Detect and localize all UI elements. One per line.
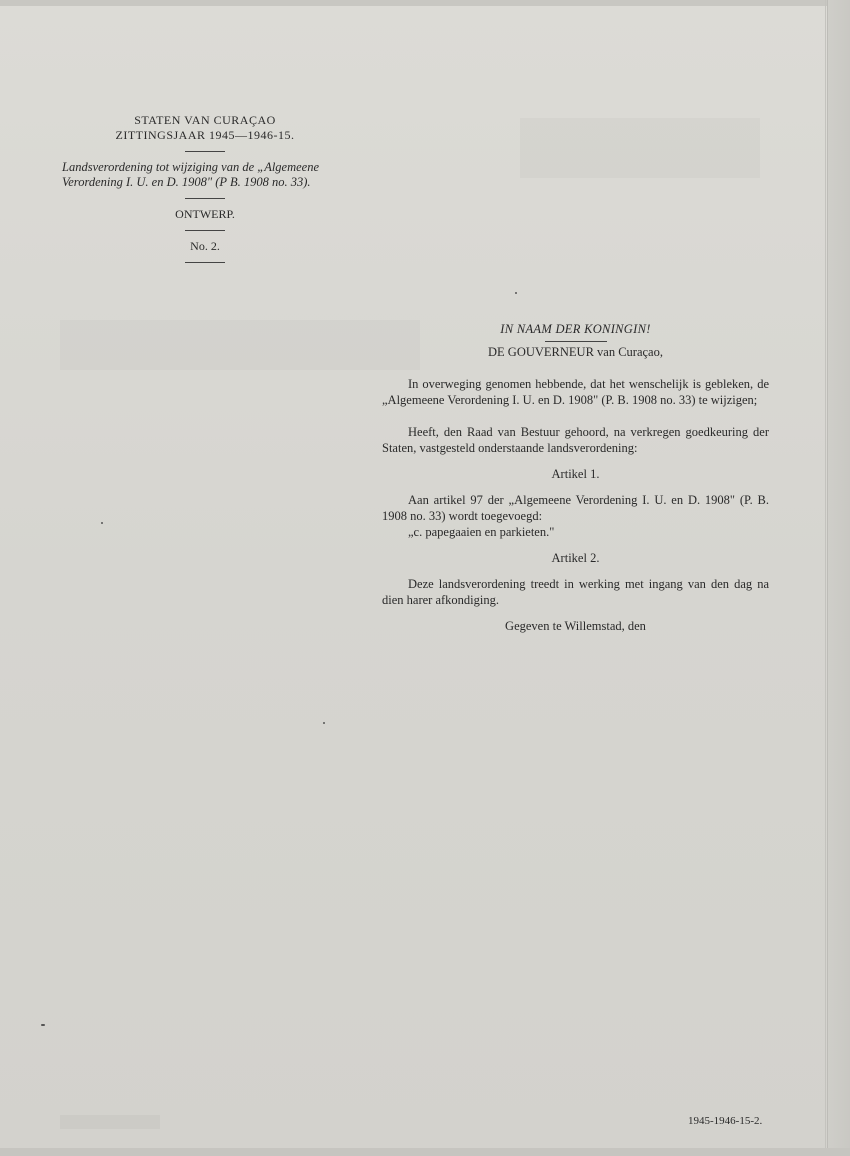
artikel-1-heading: Artikel 1. [551, 467, 600, 481]
in-naam-heading: IN NAAM DER KONINGIN! [500, 322, 651, 336]
footer-document-number: 1945-1946-15-2. [688, 1115, 763, 1127]
paragraph-raad: Heeft, den Raad van Bestuur gehoord, na verkregen goedkeuring der Staten, vastgesteld onderstaande landsverordening: [382, 425, 769, 455]
artikel-item: „c. papegaaien en parkieten." [408, 525, 555, 539]
divider [545, 341, 607, 342]
paragraph-overweging: In overweging genomen hebbende, dat het wenschelijk is gebleken, de „Algemeene Verordening I. U. en D. 1908" (P. B. 1908 no. 33) te wijzigen; [382, 377, 769, 407]
ontwerp-label: ONTWERP. [175, 207, 235, 221]
page-bottom-edge [0, 1148, 850, 1156]
divider [185, 198, 225, 199]
document-header-block [60, 113, 350, 271]
page-right-edge [827, 0, 850, 1156]
gegeven-line: Gegeven te Willemstad, den [505, 619, 646, 633]
header-line-1: STATEN VAN CURAÇAO [134, 113, 276, 127]
paragraph-artikel-97: Aan artikel 97 der „Algemeene Verordening I. U. en D. 1908" (P. B. 1908 no. 33) wordt toegevoegd: [382, 493, 769, 523]
document-body [382, 321, 769, 634]
divider [185, 151, 225, 152]
document-number: No. 2. [190, 239, 220, 253]
show-through-mark [520, 118, 760, 178]
page-top-edge [0, 0, 850, 6]
divider [185, 262, 225, 263]
paragraph-inwerkingtreding: Deze landsverordening treedt in werking met ingang van den dag na dien harer afkondiging. [382, 577, 769, 607]
page-fold-line [825, 0, 826, 1156]
gouverneur-line: DE GOUVERNEUR van Curaçao, [488, 345, 663, 359]
header-line-2: ZITTINGSJAAR 1945—1946-15. [115, 128, 295, 142]
document-title: Landsverordening tot wijziging van de „Algemeene Verordening I. U. en D. 1908" (P B. 1908 no. 33). [62, 160, 320, 189]
paper-speck [101, 522, 103, 524]
show-through-mark [60, 320, 420, 370]
divider [185, 230, 225, 231]
paper-speck [41, 1024, 45, 1026]
artikel-2-heading: Artikel 2. [551, 551, 600, 565]
show-through-mark [60, 1115, 160, 1129]
paper-speck [515, 292, 517, 294]
paper-speck [323, 722, 325, 724]
